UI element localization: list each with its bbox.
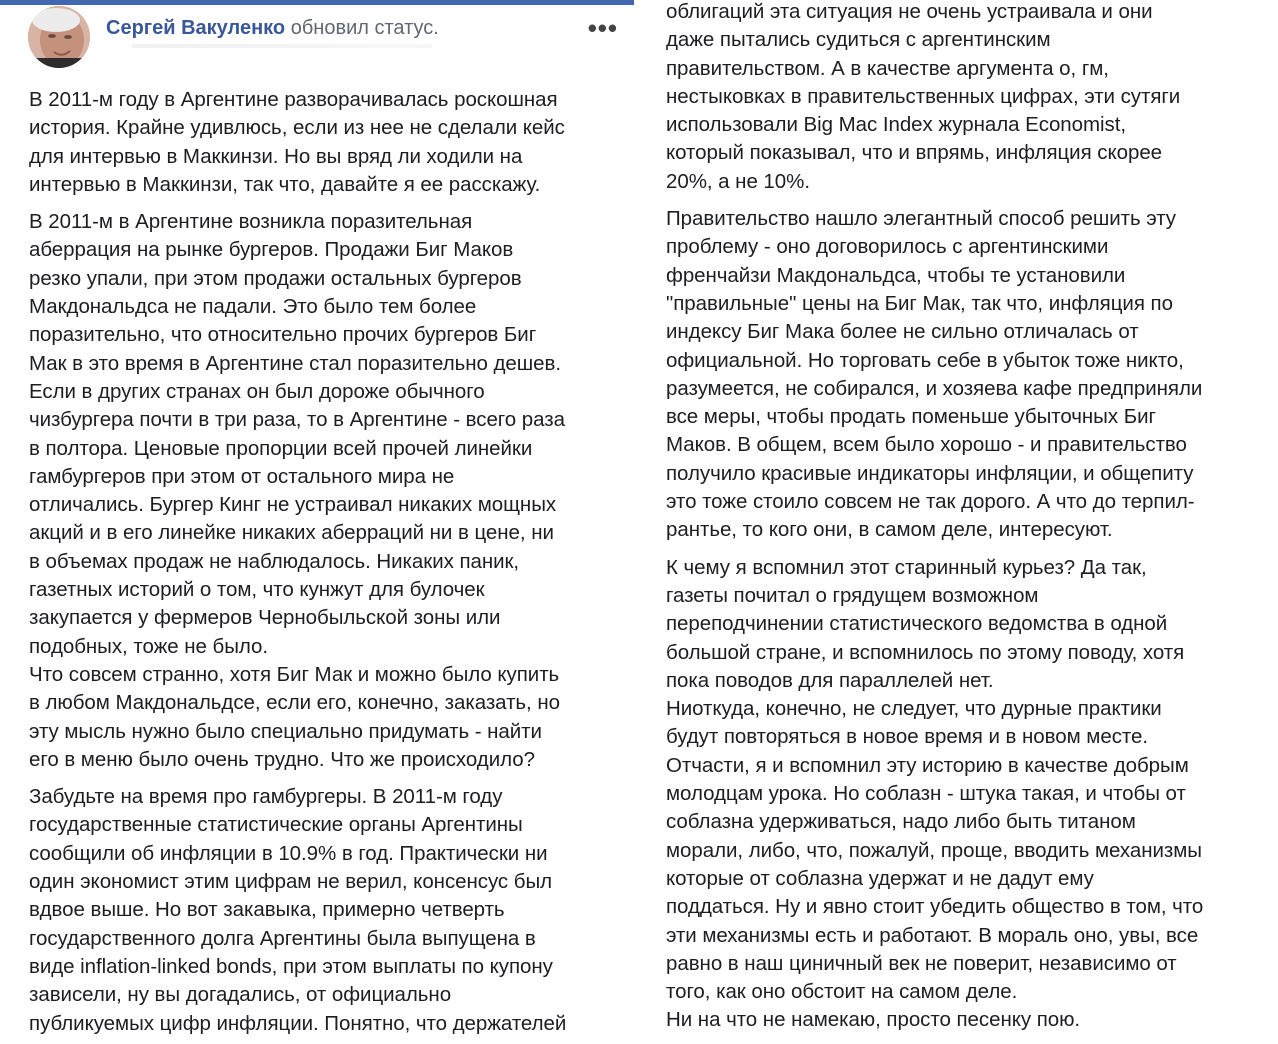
text-line: закупается у фермеров Чернобыльской зоны или — [29, 606, 501, 630]
text-line: его в меню было очень трудно. Что же происходило? — [29, 747, 535, 771]
text-line: официальной. Но торговать себе в убыток тоже никто, — [666, 348, 1184, 372]
paragraph — [666, 0, 1270, 196]
text-line: Забудьте на время про гамбургеры. В 2011-м году — [29, 785, 503, 809]
text-line: будут повторяться в новое время и в новом месте. — [666, 725, 1149, 749]
text-line: Правительство нашло элегантный способ решить эту — [666, 207, 1176, 231]
text-line: отличались. Бургер Кинг не устраивал никаких мощных — [29, 493, 557, 517]
text-line: газетных историй о том, что кунжут для булочек — [29, 578, 485, 602]
text-line: молодцам урока. Но соблазн - штука такая, и чтобы от — [666, 782, 1186, 806]
text-line: даже пытались судиться с аргентинским — [666, 28, 1051, 52]
text-line: "правильные" цены на Биг Мак, так что, инфляция по — [666, 291, 1173, 315]
paragraph — [666, 554, 1270, 1035]
text-line: Что совсем странно, хотя Биг Мак и можно было купить — [29, 662, 560, 686]
text-line: аберрация на рынке бургеров. Продажи Биг Маков — [29, 238, 514, 262]
text-line: это тоже стоило совсем не так дорого. А что до терпил- — [666, 490, 1195, 514]
post-header — [28, 4, 618, 68]
text-line: морали, либо, что, пожалуй, проще, вводить механизмы — [666, 838, 1202, 862]
avatar[interactable] — [28, 6, 90, 68]
text-line: Ниоткуда, конечно, не следует, что дурные практики — [666, 697, 1162, 721]
text-line: рантье, то кого они, в самом деле, интересуют. — [666, 518, 1113, 542]
paragraph — [666, 205, 1270, 545]
text-line: равно в наш циничный век не поверит, независимо от — [666, 951, 1177, 975]
text-line: правительством. А в качестве аргумента о, гм, — [666, 56, 1109, 80]
text-line: Если в других странах он был дороже обычного — [29, 379, 485, 403]
paragraph — [29, 783, 629, 1038]
text-line: Макдональдса не падали. Это было тем более — [29, 295, 477, 319]
text-line: индексу Биг Мака более не сильно отличалась от — [666, 320, 1139, 344]
text-line: интервью в Маккинзи, так что, давайте я ее расскажу. — [29, 172, 541, 196]
text-line: того, как оно обстоит на самом деле. — [666, 980, 1018, 1004]
text-line: эти механизмы есть и работают. В мораль оно, увы, все — [666, 923, 1199, 947]
column-divider — [636, 0, 646, 1044]
text-line: подобных, тоже не было. — [29, 634, 269, 658]
text-line: получило красивые индикаторы инфляции, и общепиту — [666, 461, 1194, 485]
avatar-photo — [28, 6, 90, 68]
text-line: К чему я вспомнил этот старинный курьез? Да так, — [666, 555, 1147, 579]
text-line: пока поводов для параллелей нет. — [666, 668, 994, 692]
text-line: газеты почитал о грядущем возможном — [666, 583, 1039, 607]
text-line: Мак в это время в Аргентине стал поразительно дешев. — [29, 351, 562, 375]
text-line: вдвое выше. Но вот закавыка, примерно четверть — [29, 898, 505, 922]
text-line: использовали Big Mac Index журнала Economist, — [666, 113, 1127, 137]
text-line: большой стране, и вспомнилось по этому поводу, хотя — [666, 640, 1185, 664]
text-line: поддаться. Ну и явно стоит убедить общество в том, что — [666, 895, 1204, 919]
text-line: облигаций эта ситуация не очень устраивала и они — [666, 0, 1153, 23]
author-name-link[interactable]: Сергей Вакуленко — [106, 17, 286, 39]
text-line: для интервью в Маккинзи. Но вы вряд ли ходили на — [29, 144, 523, 168]
text-line: резко упали, при этом продажи остальных бургеров — [29, 266, 522, 290]
text-line: переподчинении статистического ведомства в одной — [666, 612, 1168, 636]
text-line: виде inflation-linked bonds, при этом выплаты по купону — [29, 954, 553, 978]
text-line: поразительно, что относительно прочих бургеров Биг — [29, 323, 537, 347]
text-line: история. Крайне удивлюсь, если из нее не сделали кейс — [29, 116, 565, 140]
post-action-text: обновил статус. — [290, 17, 439, 39]
text-line: Отчасти, я и вспомнил эту историю в качестве добрым — [666, 753, 1189, 777]
faded-subtitle — [132, 44, 432, 48]
post-text-left — [29, 86, 629, 1044]
text-line: разумеется, не собирался, и хозяева кафе предприняли — [666, 376, 1203, 400]
text-line: который показывал, что и впрямь, инфляция скорее — [666, 141, 1163, 165]
text-line: в любом Макдональдсе, если его, конечно, заказать, но — [29, 691, 560, 715]
text-line: в полтора. Ценовые пропорции всей прочей линейки — [29, 436, 533, 460]
text-line: Маков. В общем, всем было хорошо - и правительство — [666, 433, 1187, 457]
text-line: один экономист этим цифрам не верил, консенсус был — [29, 870, 553, 894]
text-line: государственного долга Аргентины была выпущена в — [29, 926, 536, 950]
paragraph — [29, 86, 629, 199]
paragraph — [29, 208, 629, 774]
more-options-icon[interactable]: ••• — [587, 13, 618, 43]
text-line: все меры, чтобы продать поменьше убыточных Биг — [666, 405, 1156, 429]
text-line: сообщили об инфляции в 10.9% в год. Практически ни — [29, 841, 548, 865]
text-line: государственные статистические органы Аргентины — [29, 813, 523, 837]
text-line: чизбургера почти в три раза, то в Аргентине - всего раза — [29, 408, 565, 432]
left-screenshot-column — [0, 0, 636, 1044]
text-line: проблему - оно договорилось с аргентинскими — [666, 235, 1109, 259]
text-line: которые от соблазна удержат и не дадут ему — [666, 866, 1094, 890]
text-line: 20%, а не 10%. — [666, 169, 810, 193]
text-line: эту мысль нужно было специально придумать - найти — [29, 719, 542, 743]
text-line: акций и в его линейке никаких аберраций ни в цене, ни — [29, 521, 554, 545]
text-line: френчайзи Макдональдса, чтобы те установили — [666, 263, 1126, 287]
text-line: В 2011-м году в Аргентине разворачивалась роскошная — [29, 88, 558, 111]
text-line: Ни на что не намекаю, просто песенку пою. — [666, 1008, 1081, 1032]
text-line: В 2011-м в Аргентине возникла поразительная — [29, 210, 473, 234]
text-line: публикуемых цифр инфляции. Понятно, что держателей — [29, 1011, 567, 1035]
author-line — [106, 16, 439, 40]
text-line: гамбургеров при этом от остального мира не — [29, 464, 455, 488]
text-line: зависели, ну вы догадались, от официально — [29, 983, 452, 1007]
post-text-right — [666, 0, 1270, 1044]
text-line: в объемах продаж не наблюдалось. Никаких паник, — [29, 549, 520, 573]
text-line: соблазна удерживаться, надо либо быть титаном — [666, 810, 1136, 834]
text-line: нестыковках в правительственных цифрах, эти сутяги — [666, 84, 1181, 108]
